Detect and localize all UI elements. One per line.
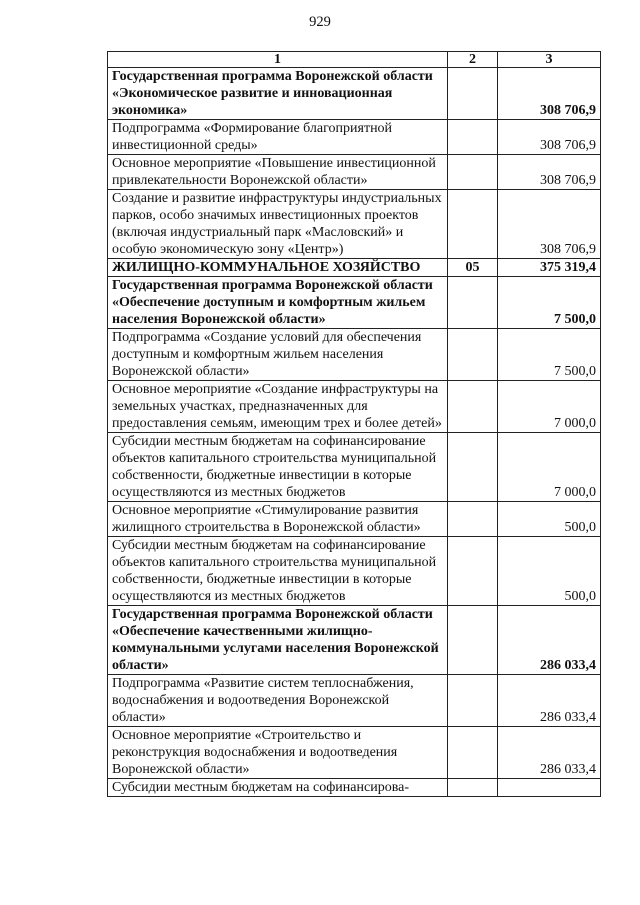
table-row	[108, 120, 601, 155]
row-code-cell	[448, 68, 498, 120]
table-row	[108, 381, 601, 433]
row-name-cell: ЖИЛИЩНО-КОММУНАЛЬНОЕ ХОЗЯЙСТВО	[108, 259, 448, 277]
budget-table-body	[108, 52, 601, 797]
row-code-cell	[448, 155, 498, 190]
table-header-row	[108, 52, 601, 68]
row-code-cell	[448, 537, 498, 606]
table-row	[108, 675, 601, 727]
table-row	[108, 329, 601, 381]
row-sum-cell: 308 706,9	[498, 68, 601, 120]
table-row	[108, 502, 601, 537]
table-row	[108, 606, 601, 675]
table-row	[108, 779, 601, 797]
row-name-cell: Субсидии местным бюджетам на софинансирова-	[108, 779, 448, 797]
row-sum-cell: 286 033,4	[498, 606, 601, 675]
row-sum-cell	[498, 779, 601, 797]
row-sum-cell: 500,0	[498, 537, 601, 606]
row-code-cell	[448, 779, 498, 797]
row-code-cell	[448, 381, 498, 433]
row-sum-cell: 7 000,0	[498, 381, 601, 433]
row-name-cell: Создание и развитие инфраструктуры индустриальных парков, особо значимых инвестиционных проектов (включая индустриальный парк «Масловский» и особую экономическую зону «Центр»)	[108, 190, 448, 259]
table-row	[108, 727, 601, 779]
table-row	[108, 155, 601, 190]
header-col-2: 2	[448, 52, 498, 68]
row-code-cell	[448, 329, 498, 381]
row-code-cell	[448, 675, 498, 727]
row-sum-cell: 7 500,0	[498, 329, 601, 381]
row-sum-cell: 7 500,0	[498, 277, 601, 329]
row-sum-cell: 308 706,9	[498, 155, 601, 190]
row-sum-cell: 375 319,4	[498, 259, 601, 277]
row-name-cell: Подпрограмма «Создание условий для обеспечения доступным и комфортным жильем населения Воронежской области»	[108, 329, 448, 381]
table-row	[108, 433, 601, 502]
table-row	[108, 259, 601, 277]
table-row	[108, 277, 601, 329]
row-code-cell	[448, 433, 498, 502]
row-code-cell	[448, 120, 498, 155]
row-name-cell: Основное мероприятие «Создание инфраструктуры на земельных участках, предназначенных для предоставления семьям, имеющим трех и более детей»	[108, 381, 448, 433]
row-name-cell: Подпрограмма «Развитие систем теплоснабжения, водоснабжения и водоотведения Воронежской области»	[108, 675, 448, 727]
row-name-cell: Основное мероприятие «Повышение инвестиционной привлекательности Воронежской области»	[108, 155, 448, 190]
header-col-1: 1	[108, 52, 448, 68]
row-name-cell: Государственная программа Воронежской области «Обеспечение качественными жилищно-коммунальными услугами населения Воронежской области»	[108, 606, 448, 675]
row-sum-cell: 308 706,9	[498, 120, 601, 155]
row-sum-cell: 500,0	[498, 502, 601, 537]
row-code-cell	[448, 502, 498, 537]
row-name-cell: Субсидии местным бюджетам на софинансирование объектов капитального строительства муниципальной собственности, бюджетные инвестиции в которые осуществляются из местных бюджетов	[108, 433, 448, 502]
table-row	[108, 68, 601, 120]
table-row	[108, 537, 601, 606]
row-code-cell	[448, 190, 498, 259]
row-name-cell: Подпрограмма «Формирование благоприятной инвестиционной среды»	[108, 120, 448, 155]
row-sum-cell: 308 706,9	[498, 190, 601, 259]
row-name-cell: Основное мероприятие «Стимулирование развития жилищного строительства в Воронежской области»	[108, 502, 448, 537]
page-number: 929	[309, 14, 331, 30]
row-code-cell	[448, 606, 498, 675]
row-sum-cell: 286 033,4	[498, 675, 601, 727]
row-name-cell: Государственная программа Воронежской области «Экономическое развитие и инновационная экономика»	[108, 68, 448, 120]
header-col-3: 3	[498, 52, 601, 68]
row-code-cell: 05	[448, 259, 498, 277]
table-row	[108, 190, 601, 259]
row-code-cell	[448, 727, 498, 779]
row-code-cell	[448, 277, 498, 329]
row-sum-cell: 7 000,0	[498, 433, 601, 502]
row-name-cell: Государственная программа Воронежской области «Обеспечение доступным и комфортным жильем населения Воронежской области»	[108, 277, 448, 329]
budget-table	[107, 51, 601, 797]
row-name-cell: Субсидии местным бюджетам на софинансирование объектов капитального строительства муниципальной собственности, бюджетные инвестиции в которые осуществляются из местных бюджетов	[108, 537, 448, 606]
row-name-cell: Основное мероприятие «Строительство и реконструкция водоснабжения и водоотведения Воронежской области»	[108, 727, 448, 779]
row-sum-cell: 286 033,4	[498, 727, 601, 779]
